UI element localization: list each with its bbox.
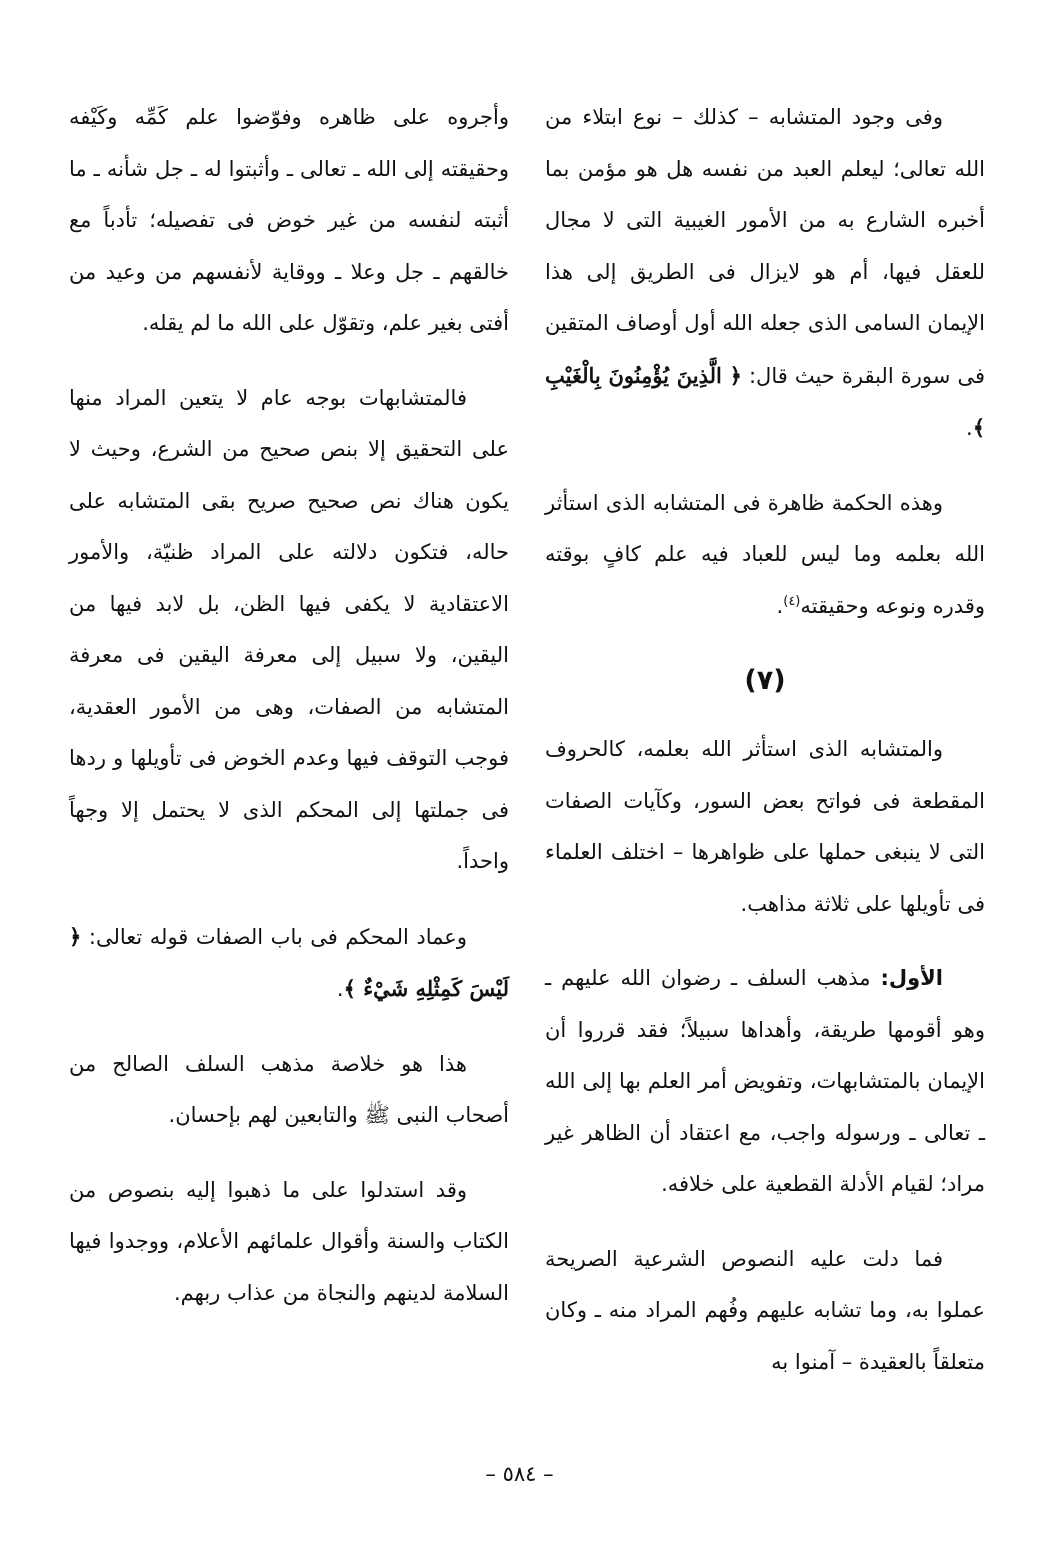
- right-column: [545, 92, 985, 1411]
- paragraph-text: مذهب السلف ـ رضوان الله عليهم ـ وهو أقومها طريقة، وأهداها سبيلاً؛ فقد قرروا أن الإيمان بالمتشابهات، وتفويض أمر العلم بها إلى الله ـ تعالى ـ ورسوله واجب، مع اعتقاد أن الظاهر غير مراد؛ لقيام الأدلة القطعية على خلافه.: [545, 966, 985, 1196]
- paragraph: [545, 1234, 985, 1389]
- paragraph: [545, 953, 985, 1211]
- period: .: [336, 977, 344, 1001]
- period: .: [966, 416, 973, 440]
- quran-verse: ﴿ الَّذِينَ يُؤْمِنُونَ بِالْغَيْبِ ﴾: [545, 362, 985, 440]
- paragraph-text: وقد استدلوا على ما ذهبوا إليه بنصوص من الكتاب والسنة وأقوال علمائهم الأعلام، ووجدوا فيها السلامة لدينهم والنجاة من عذاب ربهم.: [69, 1177, 509, 1305]
- paragraph: [69, 911, 509, 1016]
- paragraph: [69, 1165, 509, 1320]
- period: .: [776, 593, 784, 618]
- section-number: (٧): [744, 665, 786, 696]
- paragraph-text: فما دلت عليه النصوص الشرعية الصريحة عملوا به، وما تشابه عليهم وفُهم المراد منه ـ وكان متعلقاً بالعقيدة – آمنوا به: [545, 1246, 985, 1374]
- paragraph-text: وعماد المحكم فى باب الصفات قوله تعالى:: [88, 924, 467, 949]
- footnote-marker: (٤): [783, 593, 801, 609]
- paragraph: [69, 92, 509, 350]
- paragraph-text: والمتشابه الذى استأثر الله بعلمه، كالحروف المقطعة فى فواتح بعض السور، وكآيات الصفات التى لا ينبغى حملها على ظواهرها – اختلف العلماء فى تأويلها على ثلاثة مذاهب.: [545, 737, 985, 916]
- left-column: [69, 92, 509, 1342]
- paragraph-text: وأجروه على ظاهره وفوّضوا علم كَمِّه وكَيْفه وحقيقته إلى الله ـ تعالى ـ وأثبتوا له ـ جل شأنه ـ ما أثبته لنفسه من غير خوض فى تفصيله؛ تأدباً مع خالقهم ـ جل وعلا ـ ووقاية لأنفسهم من وعيد من أفتى بغير علم، وتقوّل على الله ما لم يقله.: [69, 105, 509, 335]
- paragraph: [69, 1039, 509, 1142]
- paragraph: [545, 92, 985, 455]
- quran-verse: ﴿ لَيْسَ كَمِثْلِهِ شَيْءٌ ﴾: [69, 923, 509, 1001]
- page-number: – ٥٨٤ –: [485, 1462, 554, 1486]
- paragraph: [69, 373, 509, 888]
- paragraph: [545, 478, 985, 633]
- paragraph: [545, 724, 985, 930]
- paragraph-text: فالمتشابهات بوجه عام لا يتعين المراد منها على التحقيق إلا بنص صحيح من الشرع، وحيث لا يكون هناك نص صحيح صريح بقى المتشابه على حاله، فتكون دلالته على المراد ظنيّة، والأمور الاعتقادية لا يكفى فيها الظن، بل لابد فيها من اليقين، ولا سبيل إلى معرفة اليقين فى معرفة المتشابه من الصفات، وهى من الأمور العقدية، فوجب التوقف فيها وعدم الخوض فى تأويلها و ردها فى جملتها إلى المحكم الذى لا يحتمل إلا وجهاً واحداً.: [69, 385, 509, 873]
- paragraph-lead: الأول:: [880, 966, 943, 990]
- paragraph-text: وفى وجود المتشابه – كذلك – نوع ابتلاء من الله تعالى؛ ليعلم العبد من نفسه هل هو مؤمن بما أخبره الشارع به من الأمور الغيبية التى لا مجال للعقل فيها، أم هو لايزال فى الطريق إلى هذا الإيمان السامى الذى جعله الله أول أوصاف المتقين فى سورة البقرة حيث قال:: [545, 105, 985, 388]
- paragraph-text: هذا هو خلاصة مذهب السلف الصالح من أصحاب النبى ﷺ والتابعين لهم بإحسان.: [69, 1051, 509, 1127]
- paragraph-text: وهذه الحكمة ظاهرة فى المتشابه الذى استأثر الله بعلمه وما ليس للعباد فيه علم كافٍ بوقته وقدره ونوعه وحقيقته: [545, 490, 985, 618]
